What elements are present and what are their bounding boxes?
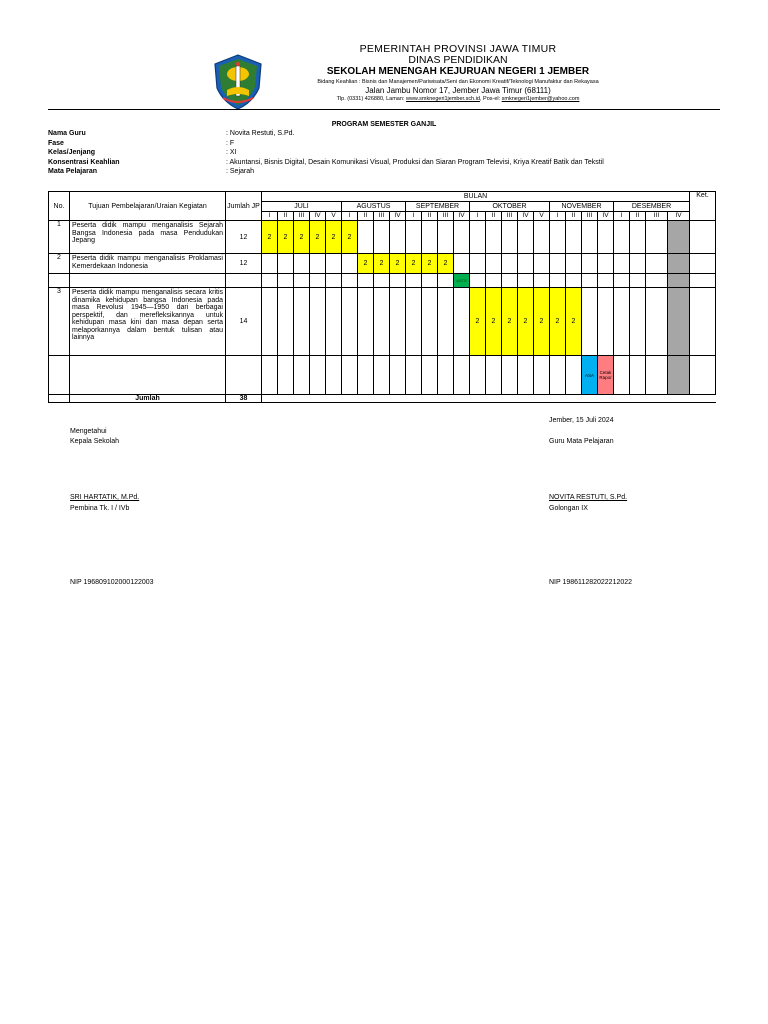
jp-value: 12 <box>226 221 262 254</box>
week-cell <box>598 274 614 288</box>
week-cell <box>534 274 550 288</box>
week-cell <box>262 254 278 274</box>
week-cell <box>374 221 390 254</box>
total-row <box>49 395 716 403</box>
learning-objective: Peserta didik mampu menganalisis Sejarah Bangsa Indonesia pada masa Pendudukan Jepang <box>70 221 226 254</box>
week-cell: 2 <box>278 221 294 254</box>
jp-value <box>226 274 262 288</box>
week-cell: 2 <box>470 288 486 356</box>
row-number: 1 <box>49 221 70 254</box>
week-cell <box>502 221 518 254</box>
week-cell <box>486 221 502 254</box>
week-cell <box>310 288 326 356</box>
total-empty-cell <box>470 395 486 403</box>
fields-of-expertise: Bidang Keahlian : Bisnis dan Manajemen/Pariwisata/Seni dan Ekonomi Kreatif/Teknologi Manufaktur dan Rekayasa <box>317 79 599 85</box>
week-cell <box>310 254 326 274</box>
week-cell: 2 <box>534 288 550 356</box>
total-empty-cell <box>438 395 454 403</box>
week-cell <box>614 221 630 254</box>
week-cell <box>534 356 550 395</box>
total-empty-cell <box>518 395 534 403</box>
week-cell <box>668 356 690 395</box>
teacher-nip: NIP 198611282022212022 <box>549 579 633 586</box>
week-cell <box>630 356 646 395</box>
email-link[interactable]: smknegeri1jember@yahoo.com <box>501 96 580 102</box>
week-cell <box>406 356 422 395</box>
week-cell <box>668 274 690 288</box>
total-empty-cell <box>486 395 502 403</box>
total-empty-cell <box>342 395 358 403</box>
week-cell: Cetak Rapor <box>598 356 614 395</box>
week-cell <box>390 274 406 288</box>
total-spacer <box>49 395 70 403</box>
week-cell <box>406 274 422 288</box>
learning-objective <box>70 356 226 395</box>
total-empty-cell <box>406 395 422 403</box>
week-cell: 2 <box>438 254 454 274</box>
week-cell <box>668 288 690 356</box>
week-cell: 2 <box>390 254 406 274</box>
week-cell <box>342 288 358 356</box>
row-number: 3 <box>49 288 70 356</box>
week-header: I <box>342 212 358 221</box>
week-cell <box>454 221 470 254</box>
week-header: IV <box>390 212 406 221</box>
school-contact: Tlp. (0331) 426880, Laman: www.smknegeri1jember.sch.id, Pos-el: smknegeri1jember@yahoo.com <box>336 96 580 102</box>
week-header: III <box>438 212 454 221</box>
month-header: DESEMBER <box>614 202 690 212</box>
week-cell <box>438 356 454 395</box>
week-cell <box>550 254 566 274</box>
week-cell: 2 <box>262 221 278 254</box>
notes-cell <box>690 221 716 254</box>
week-cell <box>486 356 502 395</box>
total-empty-cell <box>668 395 690 403</box>
week-cell: 2 <box>374 254 390 274</box>
learning-objective: Peserta didik mampu menganalisis secara kritis dinamika kehidupan bangsa Indonesia pada masa Revolusi 1945—1950 dari berbagai perspektif, dan merefleksikannya untuk kehidupan masa kini dan masa depan serta melaporkannya dalam bentuk tulisan atau lainnya <box>70 288 226 356</box>
school-address: Jalan Jambu Nomor 17, Jember Jawa Timur (68111) <box>365 86 551 95</box>
week-cell <box>374 288 390 356</box>
week-header: III <box>502 212 518 221</box>
week-cell <box>630 254 646 274</box>
week-cell <box>278 288 294 356</box>
week-cell <box>470 221 486 254</box>
week-cell <box>342 254 358 274</box>
week-header: III <box>374 212 390 221</box>
week-cell <box>630 221 646 254</box>
week-cell: 2 <box>326 221 342 254</box>
week-cell <box>598 221 614 254</box>
week-cell <box>374 274 390 288</box>
week-cell <box>582 221 598 254</box>
total-empty-cell <box>326 395 342 403</box>
principal-nip: NIP 196809102000122003 <box>70 579 154 586</box>
week-header: II <box>486 212 502 221</box>
semester-program-table <box>48 191 716 403</box>
week-cell <box>646 288 668 356</box>
total-empty-cell <box>630 395 646 403</box>
jp-value <box>226 356 262 395</box>
total-empty-cell <box>566 395 582 403</box>
week-cell <box>614 356 630 395</box>
week-cell <box>454 288 470 356</box>
col-notes-header: Ket. <box>690 192 716 221</box>
school-name: SEKOLAH MENENGAH KEJURUAN NEGERI 1 JEMBER <box>326 66 590 77</box>
week-cell <box>646 274 668 288</box>
week-cell <box>454 254 470 274</box>
month-header: AGUSTUS <box>342 202 406 212</box>
week-cell <box>470 254 486 274</box>
week-header: II <box>630 212 646 221</box>
week-cell <box>390 288 406 356</box>
week-header: III <box>294 212 310 221</box>
week-header: II <box>566 212 582 221</box>
week-cell <box>534 221 550 254</box>
week-cell <box>326 254 342 274</box>
week-cell <box>262 288 278 356</box>
week-cell <box>294 254 310 274</box>
week-cell <box>668 221 690 254</box>
week-cell <box>646 221 668 254</box>
week-cell <box>438 274 454 288</box>
total-empty-cell <box>598 395 614 403</box>
week-cell <box>326 356 342 395</box>
week-header: I <box>262 212 278 221</box>
week-cell <box>598 288 614 356</box>
total-empty-cell <box>310 395 326 403</box>
week-cell <box>406 288 422 356</box>
learning-objective <box>70 274 226 288</box>
week-cell <box>550 274 566 288</box>
week-cell <box>630 274 646 288</box>
total-empty-cell <box>614 395 630 403</box>
week-cell <box>406 221 422 254</box>
week-cell <box>502 254 518 274</box>
row-number <box>49 274 70 288</box>
week-cell <box>614 254 630 274</box>
acknowledged-label: Mengetahui <box>70 428 107 435</box>
total-empty-cell <box>278 395 294 403</box>
week-cell: 2 <box>310 221 326 254</box>
week-cell: ASTS <box>454 274 470 288</box>
week-cell <box>310 356 326 395</box>
week-cell <box>614 274 630 288</box>
week-cell <box>630 288 646 356</box>
total-empty-cell <box>294 395 310 403</box>
week-cell <box>550 221 566 254</box>
week-cell: 2 <box>422 254 438 274</box>
month-header: OKTOBER <box>470 202 550 212</box>
week-cell <box>454 356 470 395</box>
week-cell <box>582 288 598 356</box>
total-empty-cell <box>502 395 518 403</box>
week-cell <box>646 356 668 395</box>
week-cell <box>614 288 630 356</box>
week-cell <box>294 356 310 395</box>
week-cell <box>550 356 566 395</box>
week-header: I <box>406 212 422 221</box>
week-cell <box>470 356 486 395</box>
total-empty-cell <box>550 395 566 403</box>
jp-value: 14 <box>226 288 262 356</box>
week-header: I <box>470 212 486 221</box>
total-empty-cell <box>422 395 438 403</box>
gov-name: PEMERINTAH PROVINSI JAWA TIMUR <box>359 43 557 55</box>
letterhead-divider <box>48 109 720 110</box>
table-row <box>49 274 716 288</box>
week-cell <box>422 356 438 395</box>
week-header: V <box>326 212 342 221</box>
week-cell <box>262 356 278 395</box>
week-cell <box>358 356 374 395</box>
week-cell <box>326 274 342 288</box>
week-header: IV <box>598 212 614 221</box>
week-cell <box>358 221 374 254</box>
week-cell <box>294 288 310 356</box>
col-objective-header: Tujuan Pembelajaran/Uraian Kegiatan <box>70 192 226 221</box>
week-header: I <box>550 212 566 221</box>
week-cell <box>262 274 278 288</box>
week-cell <box>390 221 406 254</box>
learning-objective: Peserta didik mampu menganalisis Proklamasi Kemerdekaan Indonesia <box>70 254 226 274</box>
col-no-header: No. <box>49 192 70 221</box>
week-cell <box>582 254 598 274</box>
teacher-rank: Golongan IX <box>549 505 588 512</box>
week-header: IV <box>310 212 326 221</box>
week-cell: 2 <box>486 288 502 356</box>
week-cell <box>566 274 582 288</box>
week-cell <box>294 274 310 288</box>
total-empty-cell <box>646 395 668 403</box>
total-empty-cell <box>534 395 550 403</box>
week-cell <box>646 254 668 274</box>
week-cell <box>438 221 454 254</box>
notes-cell <box>690 356 716 395</box>
week-cell <box>278 254 294 274</box>
week-cell <box>438 288 454 356</box>
principal-rank: Pembina Tk. I / IVb <box>70 505 130 512</box>
week-cell <box>582 274 598 288</box>
week-cell: 2 <box>342 221 358 254</box>
month-header: JULI <box>262 202 342 212</box>
week-header: I <box>614 212 630 221</box>
week-header: V <box>534 212 550 221</box>
week-header: III <box>646 212 668 221</box>
total-empty-cell <box>582 395 598 403</box>
total-label: Jumlah <box>70 395 226 403</box>
week-cell <box>502 274 518 288</box>
week-cell <box>486 254 502 274</box>
week-cell <box>566 254 582 274</box>
total-empty-cell <box>390 395 406 403</box>
total-value: 38 <box>226 395 262 403</box>
week-cell <box>566 221 582 254</box>
week-cell <box>422 274 438 288</box>
table-row <box>49 254 716 274</box>
table-row <box>49 288 716 356</box>
week-cell: 2 <box>358 254 374 274</box>
week-cell <box>470 274 486 288</box>
week-cell <box>486 274 502 288</box>
week-cell <box>598 254 614 274</box>
place-date: Jember, 15 Juli 2024 <box>549 417 614 424</box>
week-header: II <box>422 212 438 221</box>
week-cell <box>278 356 294 395</box>
month-header: SEPTEMBER <box>406 202 470 212</box>
week-header: II <box>358 212 374 221</box>
week-cell <box>278 274 294 288</box>
col-jp-header: Jumlah JP <box>226 192 262 221</box>
week-cell <box>502 356 518 395</box>
week-cell <box>358 288 374 356</box>
week-cell <box>422 288 438 356</box>
row-number <box>49 356 70 395</box>
week-cell <box>326 288 342 356</box>
total-empty-cell <box>454 395 470 403</box>
notes-cell <box>690 274 716 288</box>
week-cell <box>534 254 550 274</box>
week-cell: 2 <box>294 221 310 254</box>
week-cell: 2 <box>502 288 518 356</box>
week-cell <box>518 254 534 274</box>
week-cell: 2 <box>406 254 422 274</box>
week-header: II <box>278 212 294 221</box>
notes-cell <box>690 254 716 274</box>
week-cell: 2 <box>550 288 566 356</box>
week-header: III <box>582 212 598 221</box>
teacher-name: NOVITA RESTUTI, S.Pd. <box>549 494 628 501</box>
week-cell <box>518 274 534 288</box>
letterhead <box>48 44 720 110</box>
week-cell: 2 <box>566 288 582 356</box>
principal-name: SRI HARTATIK, M.Pd. <box>70 494 140 501</box>
week-cell <box>566 356 582 395</box>
week-cell <box>358 274 374 288</box>
col-month-group-header: BULAN <box>262 192 690 202</box>
week-header: IV <box>518 212 534 221</box>
principal-title: Kepala Sekolah <box>70 438 120 445</box>
week-cell <box>668 254 690 274</box>
agency-name: DINAS PENDIDIKAN <box>408 54 508 66</box>
table-row <box>49 356 716 395</box>
website-link[interactable]: www.smknegeri1jember.sch.id <box>405 96 480 102</box>
notes-cell <box>690 288 716 356</box>
document-title: PROGRAM SEMESTER GANJIL <box>331 121 437 128</box>
teacher-title: Guru Mata Pelajaran <box>549 438 614 445</box>
week-cell <box>422 221 438 254</box>
total-empty-cell <box>358 395 374 403</box>
week-cell: ASA <box>582 356 598 395</box>
east-java-emblem-icon <box>213 54 263 110</box>
week-cell <box>342 356 358 395</box>
week-header: IV <box>668 212 690 221</box>
total-empty-cell <box>262 395 278 403</box>
week-cell <box>374 356 390 395</box>
week-cell <box>518 356 534 395</box>
week-header: IV <box>454 212 470 221</box>
total-empty-cell <box>374 395 390 403</box>
week-cell <box>390 356 406 395</box>
table-row <box>49 221 716 254</box>
week-cell <box>342 274 358 288</box>
jp-value: 12 <box>226 254 262 274</box>
week-cell <box>310 274 326 288</box>
month-header: NOVEMBER <box>550 202 614 212</box>
total-empty-cell <box>690 395 716 403</box>
row-number: 2 <box>49 254 70 274</box>
week-cell <box>518 221 534 254</box>
week-cell: 2 <box>518 288 534 356</box>
